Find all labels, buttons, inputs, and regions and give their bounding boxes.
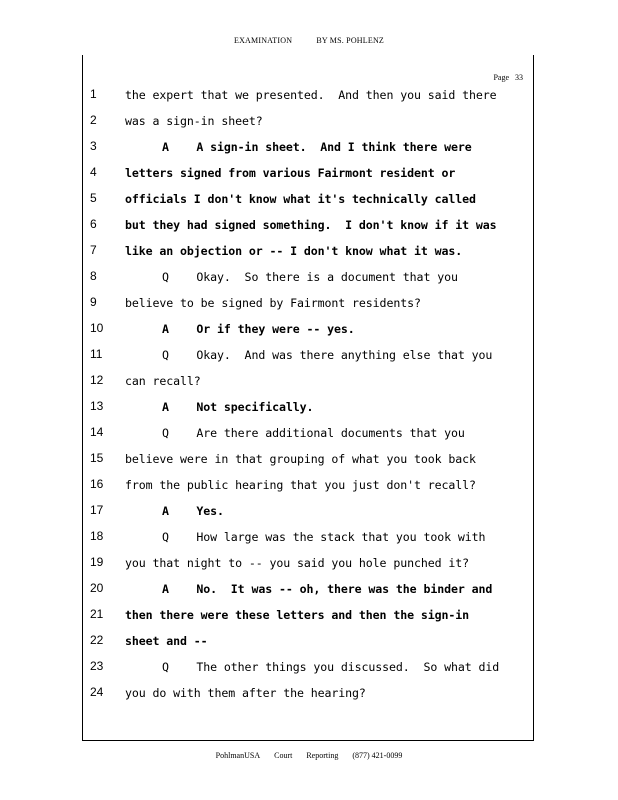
line-number: 15 <box>90 451 104 465</box>
line-text: but they had signed something. I don't know if it was <box>125 218 497 232</box>
transcript-line <box>0 552 618 578</box>
line-number: 12 <box>90 373 104 387</box>
line-text: A Not specifically. <box>162 400 314 414</box>
transcript-line <box>0 162 618 188</box>
line-number: 3 <box>90 139 97 153</box>
line-text: from the public hearing that you just don't recall? <box>125 478 476 492</box>
line-text: Q Okay. And was there anything else that you <box>162 348 493 362</box>
line-text: letters signed from various Fairmont resident or <box>125 166 456 180</box>
transcript-line <box>0 422 618 448</box>
line-text: A Or if they were -- yes. <box>162 322 355 336</box>
line-number: 11 <box>90 347 103 361</box>
line-number: 10 <box>90 321 104 335</box>
line-number: 19 <box>90 555 104 569</box>
line-number: 7 <box>90 243 97 257</box>
line-number: 21 <box>90 607 104 621</box>
transcript-line <box>0 526 618 552</box>
line-text: you that night to -- you said you hole punched it? <box>125 556 470 570</box>
transcript-line <box>0 578 618 604</box>
line-number: 8 <box>90 269 97 283</box>
transcript-line <box>0 656 618 682</box>
header-examiner: BY MS. POHLENZ <box>316 36 385 45</box>
header-section: EXAMINATION <box>233 36 293 45</box>
line-number: 13 <box>90 399 104 413</box>
line-number: 6 <box>90 217 97 231</box>
transcript-line <box>0 318 618 344</box>
line-text: A Yes. <box>162 504 224 518</box>
transcript-line <box>0 448 618 474</box>
page-number <box>493 73 523 82</box>
transcript-line <box>0 682 618 708</box>
page-footer <box>0 751 618 760</box>
transcript-lines <box>0 84 618 708</box>
line-text: like an objection or -- I don't know what it was. <box>125 244 463 258</box>
footer-service-court: Court <box>274 751 293 760</box>
line-text: sheet and -- <box>125 634 208 648</box>
transcript-line <box>0 136 618 162</box>
transcript-line <box>0 240 618 266</box>
line-text: Q The other things you discussed. So what did <box>162 660 500 674</box>
line-number: 20 <box>90 581 104 595</box>
transcript-line <box>0 84 618 110</box>
transcript-line <box>0 500 618 526</box>
page-label: Page <box>493 73 509 82</box>
page-header <box>0 36 618 45</box>
transcript-line <box>0 370 618 396</box>
transcript-line <box>0 474 618 500</box>
transcript-line <box>0 630 618 656</box>
transcript-line <box>0 396 618 422</box>
line-number: 18 <box>90 529 104 543</box>
line-text: Q Are there additional documents that you <box>162 426 465 440</box>
transcript-line <box>0 110 618 136</box>
line-number: 1 <box>90 87 97 101</box>
page-number-value: 33 <box>515 73 523 82</box>
transcript-line <box>0 266 618 292</box>
line-text: believe to be signed by Fairmont residents? <box>125 296 421 310</box>
line-text: believe were in that grouping of what you took back <box>125 452 476 466</box>
line-text: Q How large was the stack that you took with <box>162 530 486 544</box>
line-number: 17 <box>90 503 104 517</box>
transcript-line <box>0 292 618 318</box>
transcript-line <box>0 604 618 630</box>
line-number: 9 <box>90 295 97 309</box>
transcript-line <box>0 214 618 240</box>
line-text: the expert that we presented. And then you said there <box>125 88 497 102</box>
line-number: 14 <box>90 425 104 439</box>
transcript-line <box>0 188 618 214</box>
line-number: 22 <box>90 633 104 647</box>
line-text: you do with them after the hearing? <box>125 686 366 700</box>
transcript-line <box>0 344 618 370</box>
footer-phone: (877) 421-0099 <box>352 751 403 760</box>
line-number: 2 <box>90 113 97 127</box>
line-text: Q Okay. So there is a document that you <box>162 270 458 284</box>
line-number: 23 <box>90 659 104 673</box>
footer-company: PohlmanUSA <box>215 751 261 760</box>
footer-service-reporting: Reporting <box>306 751 339 760</box>
line-number: 16 <box>90 477 104 491</box>
line-number: 24 <box>90 685 104 699</box>
line-text: A No. It was -- oh, there was the binder and <box>162 582 493 596</box>
line-text: can recall? <box>125 374 201 388</box>
line-text: A A sign-in sheet. And I think there were <box>162 140 472 154</box>
line-text: was a sign-in sheet? <box>125 114 263 128</box>
line-text: officials I don't know what it's technically called <box>125 192 476 206</box>
line-number: 4 <box>90 165 97 179</box>
line-number: 5 <box>90 191 97 205</box>
line-text: then there were these letters and then the sign-in <box>125 608 470 622</box>
